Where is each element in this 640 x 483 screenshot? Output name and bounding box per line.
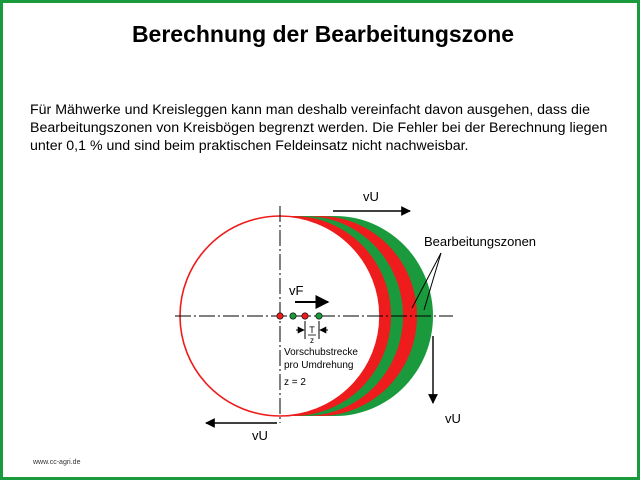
slide-paragraph: Für Mähwerke und Kreisleggen kann man deshalb vereinfacht davon ausgehen, dass die Bearbeitungszonen von Kreisbögen begrenzt werden. Die Fehler bei der Berechnung liegen unter 0,1 % und sind beim praktischen Feldeinsatz nicht nachweisbar.	[30, 102, 608, 154]
vu-top-label: vU	[363, 189, 379, 204]
center-point-red-2	[302, 313, 308, 319]
footer-url: www.cc-agri.de	[33, 459, 81, 466]
vf-label: vF	[289, 283, 304, 298]
vu-right-label: vU	[445, 411, 461, 426]
z-value-label: z = 2	[284, 377, 306, 388]
center-point-red-1	[277, 313, 283, 319]
bearbeitungszone-diagram	[3, 3, 640, 483]
center-point-green-2	[316, 313, 322, 319]
zones-label: Bearbeitungszonen	[424, 234, 537, 249]
vu-bottom-label: vU	[252, 428, 268, 443]
center-point-green-1	[290, 313, 296, 319]
feed-label-line1: Vorschubstrecke	[284, 347, 358, 358]
feed-label-line2: pro Umdrehung	[284, 360, 354, 371]
slide-title: Berechnung der Bearbeitungszone	[131, 21, 515, 47]
fraction-t-label: T	[309, 325, 315, 335]
fraction-z-label: z	[310, 336, 314, 345]
